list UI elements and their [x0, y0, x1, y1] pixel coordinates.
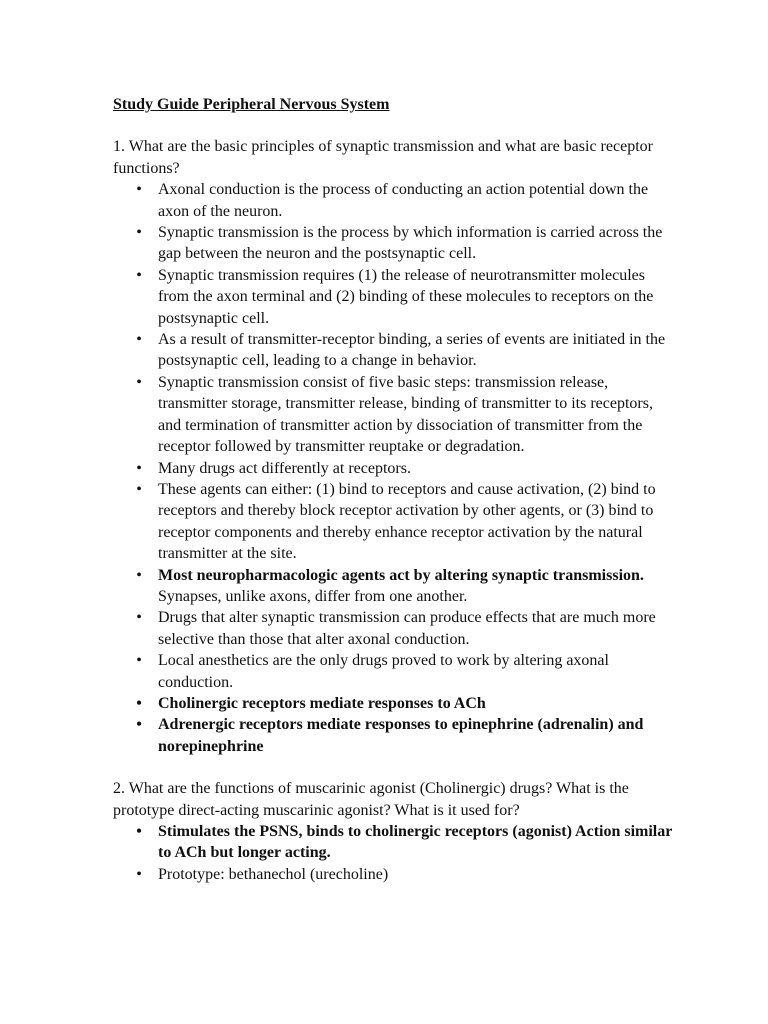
- bullet-bold-text: Stimulates the PSNS, binds to cholinergic receptors (agonist) Action similar to ACh but longer acting.: [158, 823, 673, 862]
- bullet-icon: •: [136, 459, 142, 477]
- bullet-item: [113, 222, 673, 265]
- document-title: Study Guide Peripheral Nervous System: [113, 96, 390, 113]
- question-2: 2. What are the functions of muscarinic agonist (Cholinergic) drugs? What is the prototype direct-acting muscarinic agonist? What is it used for?: [113, 780, 629, 819]
- bullet-text: Local anesthetics are the only drugs proved to work by altering axonal conduction.: [158, 652, 609, 691]
- bullet-item: [113, 650, 673, 693]
- bullet-text: Synaptic transmission requires (1) the release of neurotransmitter molecules from the axon terminal and (2) binding of these molecules to receptors on the postsynaptic cell.: [158, 266, 654, 327]
- bullet-icon: •: [136, 224, 142, 242]
- bullet-item: [113, 329, 673, 372]
- bullet-text: Prototype: bethanechol (urecholine): [158, 865, 389, 883]
- bullet-item: [113, 714, 673, 757]
- bullet-item: [113, 372, 673, 458]
- bullet-icon: •: [136, 694, 142, 712]
- bullet-icon: •: [136, 266, 142, 284]
- bullet-icon: •: [136, 652, 142, 670]
- bullet-item: [113, 864, 673, 885]
- bullet-item: [113, 479, 673, 565]
- bullet-text: These agents can either: (1) bind to receptors and cause activation, (2) bind to receptors and thereby block receptor activation by other agents, or (3) bind to receptor components and thereby enhance receptor activation by the natural transmitter at the site.: [158, 480, 656, 563]
- bullet-text: Many drugs act differently at receptors.: [158, 459, 411, 477]
- bullet-bold-text: Most neuropharmacologic agents act by altering synaptic transmission.: [158, 566, 644, 584]
- bullet-icon: •: [136, 716, 142, 734]
- bullet-text: Synapses, unlike axons, differ from one another.: [158, 587, 468, 605]
- question-1: 1. What are the basic principles of synaptic transmission and what are basic receptor functions?: [113, 138, 653, 177]
- bullet-icon: •: [136, 609, 142, 627]
- bullet-icon: •: [136, 566, 142, 584]
- answer-list-2: [113, 821, 673, 885]
- bullet-icon: •: [136, 331, 142, 349]
- bullet-icon: •: [136, 823, 142, 840]
- answer-list-1: [113, 179, 673, 757]
- bullet-text: Synaptic transmission is the process by which information is carried across the gap between the neuron and the postsynaptic cell.: [158, 224, 663, 263]
- bullet-text: Axonal conduction is the process of conducting an action potential down the axon of the neuron.: [158, 181, 649, 220]
- bullet-icon: •: [136, 373, 142, 391]
- bullet-item: [113, 607, 673, 650]
- document-page: [113, 94, 673, 885]
- bullet-text: As a result of transmitter-receptor binding, a series of events are initiated in the postsynaptic cell, leading to a change in behavior.: [158, 331, 666, 370]
- bullet-item: [113, 179, 673, 222]
- bullet-icon: •: [136, 865, 142, 883]
- bullet-text: Synaptic transmission consist of five basic steps: transmission release, transmitter storage, transmitter release, binding of transmitter to its receptors, and termination of transmitter action by dissociation of transmitter from the receptor followed by transmitter reuptake or degradation.: [158, 373, 653, 456]
- bullet-item: [113, 458, 673, 479]
- bullet-bold-text: Adrenergic receptors mediate responses to epinephrine (adrenalin) and norepinephrine: [158, 716, 644, 755]
- section-spacer: [113, 757, 673, 778]
- bullet-icon: •: [136, 480, 142, 498]
- bullet-item: [113, 265, 673, 329]
- bullet-item: [113, 821, 673, 864]
- bullet-icon: •: [136, 181, 142, 199]
- bullet-bold-text: Cholinergic receptors mediate responses to ACh: [158, 694, 486, 712]
- bullet-text: Drugs that alter synaptic transmission can produce effects that are much more selective than those that alter axonal conduction.: [158, 609, 656, 648]
- bullet-item: [113, 693, 673, 714]
- bullet-item: [113, 565, 673, 608]
